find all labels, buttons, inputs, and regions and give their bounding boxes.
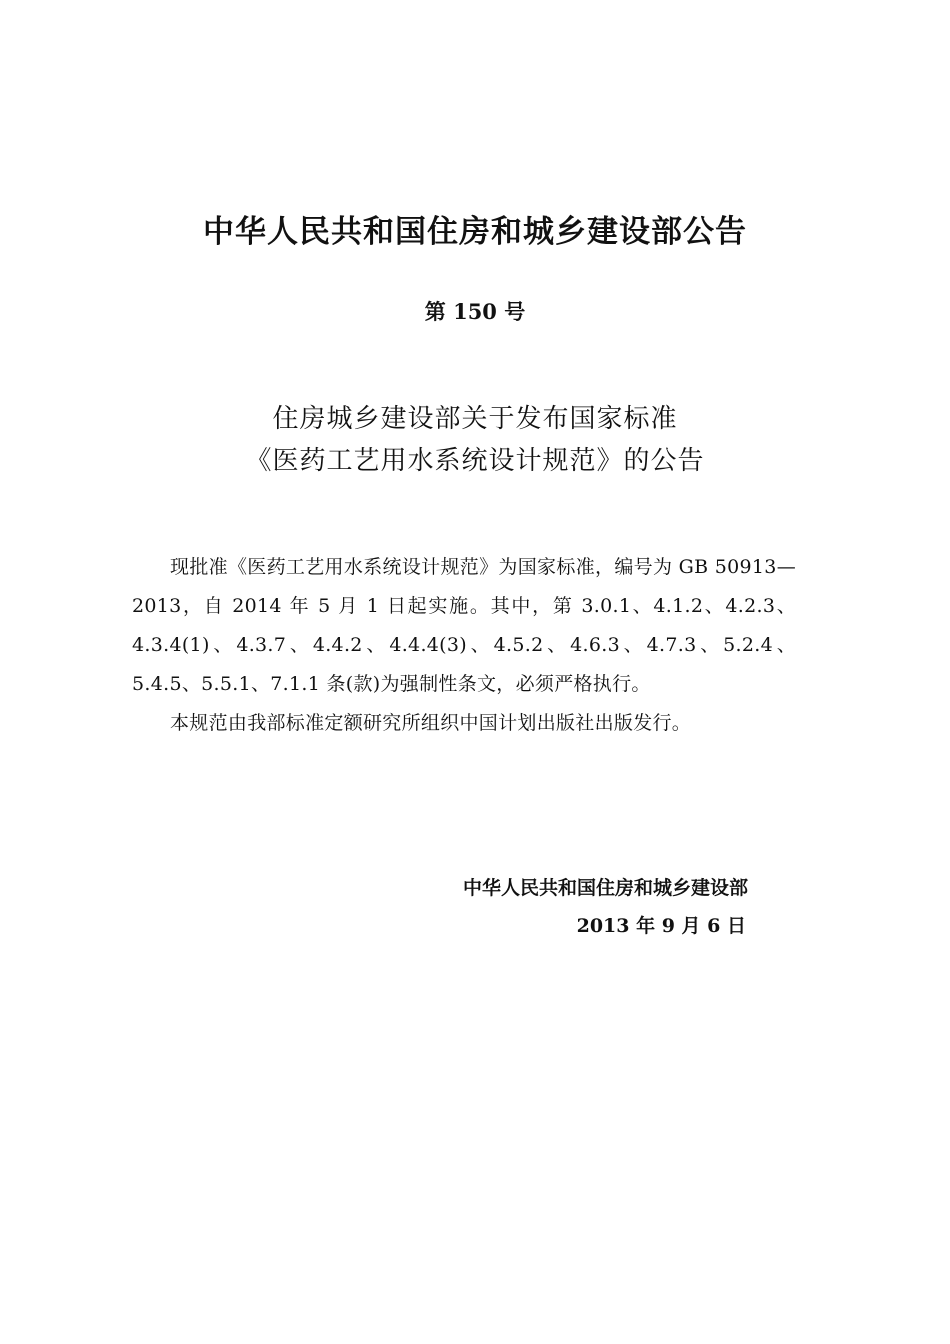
subtitle (0, 398, 950, 482)
notice-number: 第 150 号 (424, 299, 526, 324)
signature-date: 2013 年 9 月 6 日 (576, 915, 746, 937)
body-text (132, 548, 796, 743)
paragraph-1: 现批准《医药工艺用水系统设计规范》为国家标准，编号为 GB 50913—2013，自 2014 年 5 月 1 日起实施。其中，第 3.0.1、4.1.2、4.2.3、4.3.4(1)、4.3.7、4.4.2、4.4.4(3)、4.5.2、4.6.3、4.7.3、5.2.4、5.4.5、5.5.1、7.1.1 条(款)为强制性条文，必须严格执行。 (132, 556, 796, 695)
paragraph-2: 本规范由我部标准定额研究所组织中国计划出版社出版发行。 (170, 712, 692, 734)
subtitle-line-1: 住房城乡建设部关于发布国家标准 (272, 404, 678, 434)
signature-org: 中华人民共和国住房和城乡建设部 (462, 877, 748, 899)
subtitle-line-2: 《医药工艺用水系统设计规范》的公告 (245, 446, 705, 476)
main-title: 中华人民共和国住房和城乡建设部公告 (203, 214, 747, 250)
